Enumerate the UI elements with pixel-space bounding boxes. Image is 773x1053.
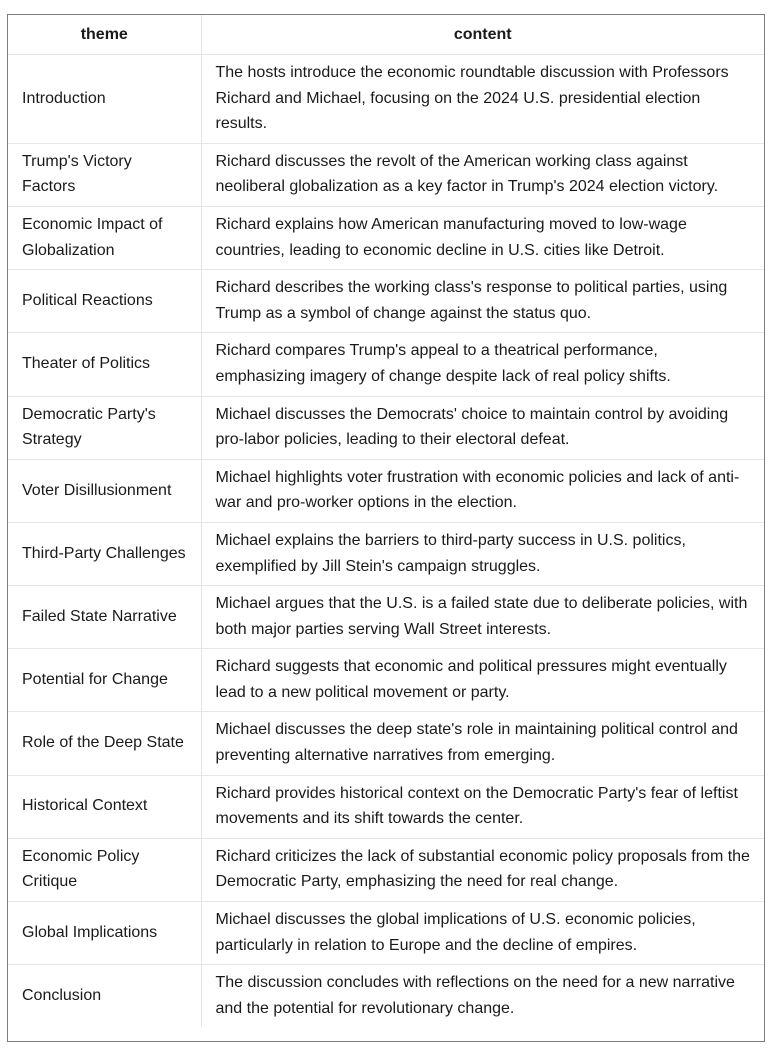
- table-row: [8, 965, 764, 1028]
- table-row: [8, 396, 764, 459]
- theme-cell: Theater of Politics: [8, 333, 201, 396]
- content-cell: Michael highlights voter frustration with economic policies and lack of anti-war and pro-worker options in the election.: [201, 459, 764, 522]
- table-row: [8, 649, 764, 712]
- themes-table: [8, 15, 764, 1027]
- table-row: [8, 459, 764, 522]
- table-row: [8, 206, 764, 269]
- content-cell: Michael discusses the Democrats' choice to maintain control by avoiding pro-labor policies, leading to their electoral defeat.: [201, 396, 764, 459]
- table-row: [8, 712, 764, 775]
- content-cell: Michael argues that the U.S. is a failed state due to deliberate policies, with both major parties serving Wall Street interests.: [201, 586, 764, 649]
- theme-cell: Trump's Victory Factors: [8, 143, 201, 206]
- table-row: [8, 143, 764, 206]
- table-row: [8, 902, 764, 965]
- theme-cell: Failed State Narrative: [8, 586, 201, 649]
- content-cell: Richard describes the working class's response to political parties, using Trump as a symbol of change against the status quo.: [201, 270, 764, 333]
- content-cell: Richard compares Trump's appeal to a theatrical performance, emphasizing imagery of change despite lack of real policy shifts.: [201, 333, 764, 396]
- header-row: [8, 15, 764, 55]
- table-row: [8, 522, 764, 585]
- theme-cell: Potential for Change: [8, 649, 201, 712]
- content-cell: Richard criticizes the lack of substantial economic policy proposals from the Democratic Party, emphasizing the need for real change.: [201, 838, 764, 901]
- column-header-theme: theme: [8, 15, 201, 55]
- theme-cell: Economic Policy Critique: [8, 838, 201, 901]
- theme-cell: Historical Context: [8, 775, 201, 838]
- theme-cell: Introduction: [8, 55, 201, 144]
- content-cell: The hosts introduce the economic roundtable discussion with Professors Richard and Michael, focusing on the 2024 U.S. presidential election results.: [201, 55, 764, 144]
- table-row: [8, 270, 764, 333]
- content-cell: Michael discusses the global implications of U.S. economic policies, particularly in relation to Europe and the decline of empires.: [201, 902, 764, 965]
- content-cell: Richard provides historical context on the Democratic Party's fear of leftist movements and its shift towards the center.: [201, 775, 764, 838]
- theme-cell: Economic Impact of Globalization: [8, 206, 201, 269]
- table-row: [8, 586, 764, 649]
- table-row: [8, 775, 764, 838]
- content-cell: Richard suggests that economic and political pressures might eventually lead to a new political movement or party.: [201, 649, 764, 712]
- theme-cell: Role of the Deep State: [8, 712, 201, 775]
- table-row: [8, 333, 764, 396]
- content-cell: Michael explains the barriers to third-party success in U.S. politics, exemplified by Jill Stein's campaign struggles.: [201, 522, 764, 585]
- theme-cell: Global Implications: [8, 902, 201, 965]
- theme-cell: Voter Disillusionment: [8, 459, 201, 522]
- table-row: [8, 55, 764, 144]
- theme-cell: Conclusion: [8, 965, 201, 1028]
- content-cell: The discussion concludes with reflections on the need for a new narrative and the potential for revolutionary change.: [215, 974, 735, 1017]
- content-cell: Richard discusses the revolt of the American working class against neoliberal globalization as a key factor in Trump's 2024 election victory.: [201, 143, 764, 206]
- themes-table-container: [7, 14, 765, 1042]
- content-cell: Richard explains how American manufacturing moved to low-wage countries, leading to economic decline in U.S. cities like Detroit.: [201, 206, 764, 269]
- theme-cell: Democratic Party's Strategy: [8, 396, 201, 459]
- content-cell: Michael discusses the deep state's role in maintaining political control and preventing alternative narratives from emerging.: [201, 712, 764, 775]
- theme-cell: Political Reactions: [8, 270, 201, 333]
- table-row: [8, 838, 764, 901]
- column-header-content: content: [201, 15, 764, 55]
- theme-cell: Third-Party Challenges: [8, 522, 201, 585]
